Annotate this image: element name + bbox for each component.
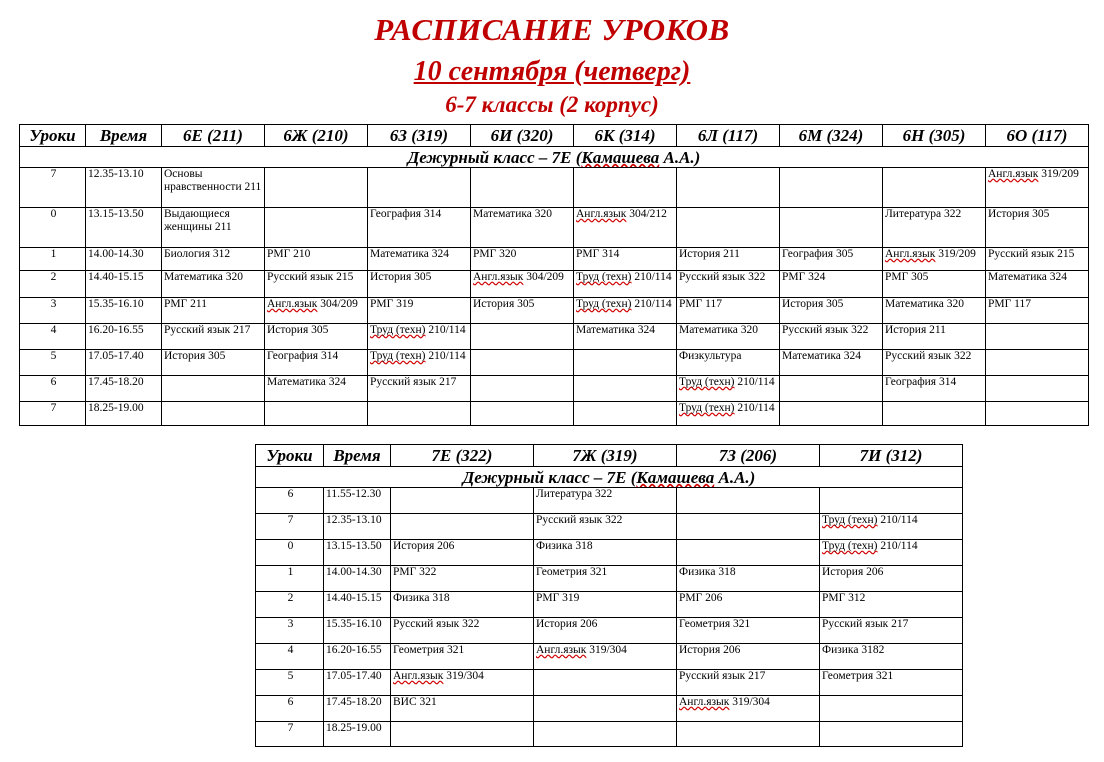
lesson-cell: ВИС 321 [391, 696, 534, 722]
lesson-cell [368, 168, 471, 208]
lesson-cell: Англ.язык 304/209 [471, 271, 574, 298]
lesson-cell: РМГ 305 [883, 271, 986, 298]
table-row [20, 168, 1089, 208]
lesson-cell: География 305 [780, 248, 883, 271]
table-row [20, 298, 1089, 324]
time-cell: 14.00-14.30 [324, 566, 391, 592]
lesson-cell: Русский язык 217 [820, 618, 963, 644]
lesson-cell: Русский язык 217 [368, 376, 471, 402]
lesson-cell [883, 402, 986, 426]
lesson-cell: Математика 324 [574, 324, 677, 350]
table-row [20, 324, 1089, 350]
lesson-cell: РМГ 211 [162, 298, 265, 324]
lesson-cell: РМГ 117 [986, 298, 1089, 324]
time-cell: 15.35-16.10 [324, 618, 391, 644]
lesson-cell: Литература 322 [883, 208, 986, 248]
schedule-date: 10 сентября (четверг) [413, 56, 691, 87]
table-row [256, 488, 963, 514]
lesson-cell [391, 488, 534, 514]
lesson-cell [820, 722, 963, 747]
lesson-cell [986, 324, 1089, 350]
table-row [20, 350, 1089, 376]
time-cell: 14.00-14.30 [86, 248, 162, 271]
lesson-cell: РМГ 312 [820, 592, 963, 618]
lesson-cell: Англ.язык 319/304 [677, 696, 820, 722]
header-cell: 6К (314) [574, 125, 677, 147]
table-row [256, 592, 963, 618]
page-title: РАСПИСАНИЕ УРОКОВ [374, 12, 730, 47]
header-cell: 6Н (305) [883, 125, 986, 147]
lesson-number-cell: 7 [20, 168, 86, 208]
lesson-cell: Физика 318 [677, 566, 820, 592]
table-row [256, 514, 963, 540]
lesson-cell: Русский язык 215 [265, 271, 368, 298]
lesson-cell: История 206 [534, 618, 677, 644]
lesson-cell [677, 208, 780, 248]
table-row [256, 722, 963, 747]
time-cell: 18.25-19.00 [86, 402, 162, 426]
lesson-cell [677, 168, 780, 208]
header-row [256, 445, 963, 467]
lesson-cell [265, 168, 368, 208]
lesson-cell: РМГ 117 [677, 298, 780, 324]
lesson-cell: Основы нравственности 211 [162, 168, 265, 208]
lesson-cell [265, 208, 368, 248]
time-cell: 17.45-18.20 [324, 696, 391, 722]
lesson-cell [677, 540, 820, 566]
lesson-cell [677, 514, 820, 540]
lesson-cell: РМГ 322 [391, 566, 534, 592]
lesson-cell: РМГ 324 [780, 271, 883, 298]
lesson-number-cell: 7 [20, 402, 86, 426]
lesson-cell: Математика 320 [883, 298, 986, 324]
table-row [256, 540, 963, 566]
lesson-cell [820, 696, 963, 722]
lesson-number-cell: 7 [256, 514, 324, 540]
lesson-cell: История 211 [883, 324, 986, 350]
time-cell: 15.35-16.10 [86, 298, 162, 324]
lesson-cell: Литература 322 [534, 488, 677, 514]
lesson-cell [780, 376, 883, 402]
lesson-cell: Англ.язык 304/209 [265, 298, 368, 324]
lesson-cell: Англ.язык 319/209 [883, 248, 986, 271]
lesson-number-cell: 1 [256, 566, 324, 592]
lesson-cell: Математика 324 [265, 376, 368, 402]
lesson-cell: РМГ 210 [265, 248, 368, 271]
lesson-cell: Труд (техн) 210/114 [368, 324, 471, 350]
lesson-cell: РМГ 314 [574, 248, 677, 271]
lesson-cell: Англ.язык 319/304 [534, 644, 677, 670]
lesson-number-cell: 6 [20, 376, 86, 402]
lesson-cell: Геометрия 321 [391, 644, 534, 670]
table-row [20, 208, 1089, 248]
header-cell: 7З (206) [677, 445, 820, 467]
lesson-cell: История 206 [820, 566, 963, 592]
lesson-cell: История 206 [391, 540, 534, 566]
time-cell: 13.15-13.50 [86, 208, 162, 248]
lesson-cell: География 314 [368, 208, 471, 248]
header-cell: 6Ж (210) [265, 125, 368, 147]
lesson-cell [820, 488, 963, 514]
lesson-cell: Русский язык 322 [677, 271, 780, 298]
time-cell: 18.25-19.00 [324, 722, 391, 747]
lesson-number-cell: 6 [256, 488, 324, 514]
lesson-cell: Англ.язык 319/209 [986, 168, 1089, 208]
lesson-cell: История 211 [677, 248, 780, 271]
lesson-cell: Труд (техн) 210/114 [574, 271, 677, 298]
time-cell: 17.05-17.40 [86, 350, 162, 376]
lesson-cell [780, 402, 883, 426]
schedule-body [20, 147, 1089, 426]
duty-row [256, 467, 963, 488]
lesson-cell: Труд (техн) 210/114 [820, 514, 963, 540]
time-cell: 17.05-17.40 [324, 670, 391, 696]
table-row [256, 618, 963, 644]
header-cell: 6З (319) [368, 125, 471, 147]
lesson-cell [883, 168, 986, 208]
table-row [20, 271, 1089, 298]
lesson-cell [162, 402, 265, 426]
time-cell: 13.15-13.50 [324, 540, 391, 566]
table-row [256, 566, 963, 592]
lesson-cell: История 305 [368, 271, 471, 298]
lesson-cell [471, 168, 574, 208]
lesson-cell: Математика 320 [677, 324, 780, 350]
lesson-cell [677, 722, 820, 747]
lesson-cell: Русский язык 217 [162, 324, 265, 350]
header-cell: Время [324, 445, 391, 467]
lesson-cell: РМГ 319 [368, 298, 471, 324]
lesson-cell [534, 722, 677, 747]
lesson-cell: Русский язык 322 [534, 514, 677, 540]
duty-class-label: Дежурный класс – 7Е (Камашева А.А.) [20, 147, 1089, 168]
lesson-number-cell: 3 [20, 298, 86, 324]
lesson-cell: Труд (техн) 210/114 [677, 376, 780, 402]
header-cell: Время [86, 125, 162, 147]
lesson-number-cell: 6 [256, 696, 324, 722]
lesson-cell: Русский язык 322 [391, 618, 534, 644]
lesson-cell: Математика 324 [368, 248, 471, 271]
header-row [20, 125, 1089, 147]
lesson-cell: Труд (техн) 210/114 [368, 350, 471, 376]
table-row [256, 670, 963, 696]
grades-subtitle: 6-7 классы (2 корпус) [445, 92, 659, 117]
lesson-cell [391, 514, 534, 540]
lesson-cell: Англ.язык 304/212 [574, 208, 677, 248]
lesson-number-cell: 2 [20, 271, 86, 298]
lesson-cell: История 305 [265, 324, 368, 350]
lesson-cell [265, 402, 368, 426]
schedule-table-grade6 [19, 124, 1089, 426]
lesson-cell: Русский язык 217 [677, 670, 820, 696]
lesson-cell [574, 168, 677, 208]
lesson-cell [534, 670, 677, 696]
lesson-number-cell: 0 [20, 208, 86, 248]
header-cell: 6И (320) [471, 125, 574, 147]
lesson-cell: Геометрия 321 [820, 670, 963, 696]
duty-row [20, 147, 1089, 168]
lesson-cell [471, 324, 574, 350]
time-cell: 14.40-15.15 [86, 271, 162, 298]
schedule-table-grade7 [255, 444, 963, 747]
lesson-cell [677, 488, 820, 514]
time-cell: 12.35-13.10 [86, 168, 162, 208]
table-row [20, 376, 1089, 402]
lesson-cell [471, 376, 574, 402]
lesson-number-cell: 2 [256, 592, 324, 618]
lesson-cell [471, 402, 574, 426]
time-cell: 12.35-13.10 [324, 514, 391, 540]
lesson-number-cell: 7 [256, 722, 324, 747]
lesson-cell: История 305 [986, 208, 1089, 248]
lesson-cell: Геометрия 321 [534, 566, 677, 592]
lesson-cell [986, 402, 1089, 426]
header-cell: 6Е (211) [162, 125, 265, 147]
header-cell: 6М (324) [780, 125, 883, 147]
lesson-cell [471, 350, 574, 376]
header-cell: 7Е (322) [391, 445, 534, 467]
lesson-cell: Физика 318 [391, 592, 534, 618]
lesson-cell: Труд (техн) 210/114 [820, 540, 963, 566]
lesson-cell [986, 350, 1089, 376]
lesson-cell: Труд (техн) 210/114 [677, 402, 780, 426]
lesson-cell: История 305 [162, 350, 265, 376]
time-cell: 16.20-16.55 [324, 644, 391, 670]
lesson-cell: Физкультура [677, 350, 780, 376]
lesson-number-cell: 3 [256, 618, 324, 644]
lesson-cell: РМГ 319 [534, 592, 677, 618]
lesson-cell: РМГ 206 [677, 592, 820, 618]
lesson-cell: История 206 [677, 644, 820, 670]
table-row [20, 402, 1089, 426]
header-cell: Уроки [256, 445, 324, 467]
lesson-cell: Русский язык 322 [780, 324, 883, 350]
lesson-cell: Русский язык 322 [883, 350, 986, 376]
header-cell: Уроки [20, 125, 86, 147]
lesson-number-cell: 4 [256, 644, 324, 670]
lesson-cell [780, 208, 883, 248]
lesson-cell: Физика 3182 [820, 644, 963, 670]
lesson-cell [162, 376, 265, 402]
header-cell: 7И (312) [820, 445, 963, 467]
lesson-cell: История 305 [780, 298, 883, 324]
time-cell: 17.45-18.20 [86, 376, 162, 402]
lesson-cell [780, 168, 883, 208]
lesson-number-cell: 0 [256, 540, 324, 566]
lesson-cell: РМГ 320 [471, 248, 574, 271]
lesson-number-cell: 4 [20, 324, 86, 350]
lesson-cell: Математика 320 [162, 271, 265, 298]
table-row [20, 248, 1089, 271]
lesson-number-cell: 5 [256, 670, 324, 696]
lesson-cell: Англ.язык 319/304 [391, 670, 534, 696]
lesson-cell: Выдающиеся женщины 211 [162, 208, 265, 248]
schedule-body [256, 467, 963, 747]
lesson-cell [574, 350, 677, 376]
lesson-cell [574, 376, 677, 402]
lesson-cell [986, 376, 1089, 402]
lesson-cell: Математика 324 [986, 271, 1089, 298]
lesson-number-cell: 1 [20, 248, 86, 271]
header-cell: 6Л (117) [677, 125, 780, 147]
lesson-cell: Русский язык 215 [986, 248, 1089, 271]
lesson-cell [368, 402, 471, 426]
lesson-cell: Труд (техн) 210/114 [574, 298, 677, 324]
lesson-cell: География 314 [265, 350, 368, 376]
table-row [256, 696, 963, 722]
lesson-cell: Биология 312 [162, 248, 265, 271]
lesson-cell: История 305 [471, 298, 574, 324]
lesson-cell: Геометрия 321 [677, 618, 820, 644]
time-cell: 14.40-15.15 [324, 592, 391, 618]
lesson-cell: Физика 318 [534, 540, 677, 566]
table-row [256, 644, 963, 670]
duty-class-label: Дежурный класс – 7Е (Камашева А.А.) [256, 467, 963, 488]
header-cell: 7Ж (319) [534, 445, 677, 467]
header-cell: 6О (117) [986, 125, 1089, 147]
time-cell: 16.20-16.55 [86, 324, 162, 350]
lesson-cell [391, 722, 534, 747]
lesson-cell: Математика 320 [471, 208, 574, 248]
lesson-number-cell: 5 [20, 350, 86, 376]
lesson-cell [534, 696, 677, 722]
time-cell: 11.55-12.30 [324, 488, 391, 514]
lesson-cell [574, 402, 677, 426]
lesson-cell: Математика 324 [780, 350, 883, 376]
lesson-cell: География 314 [883, 376, 986, 402]
